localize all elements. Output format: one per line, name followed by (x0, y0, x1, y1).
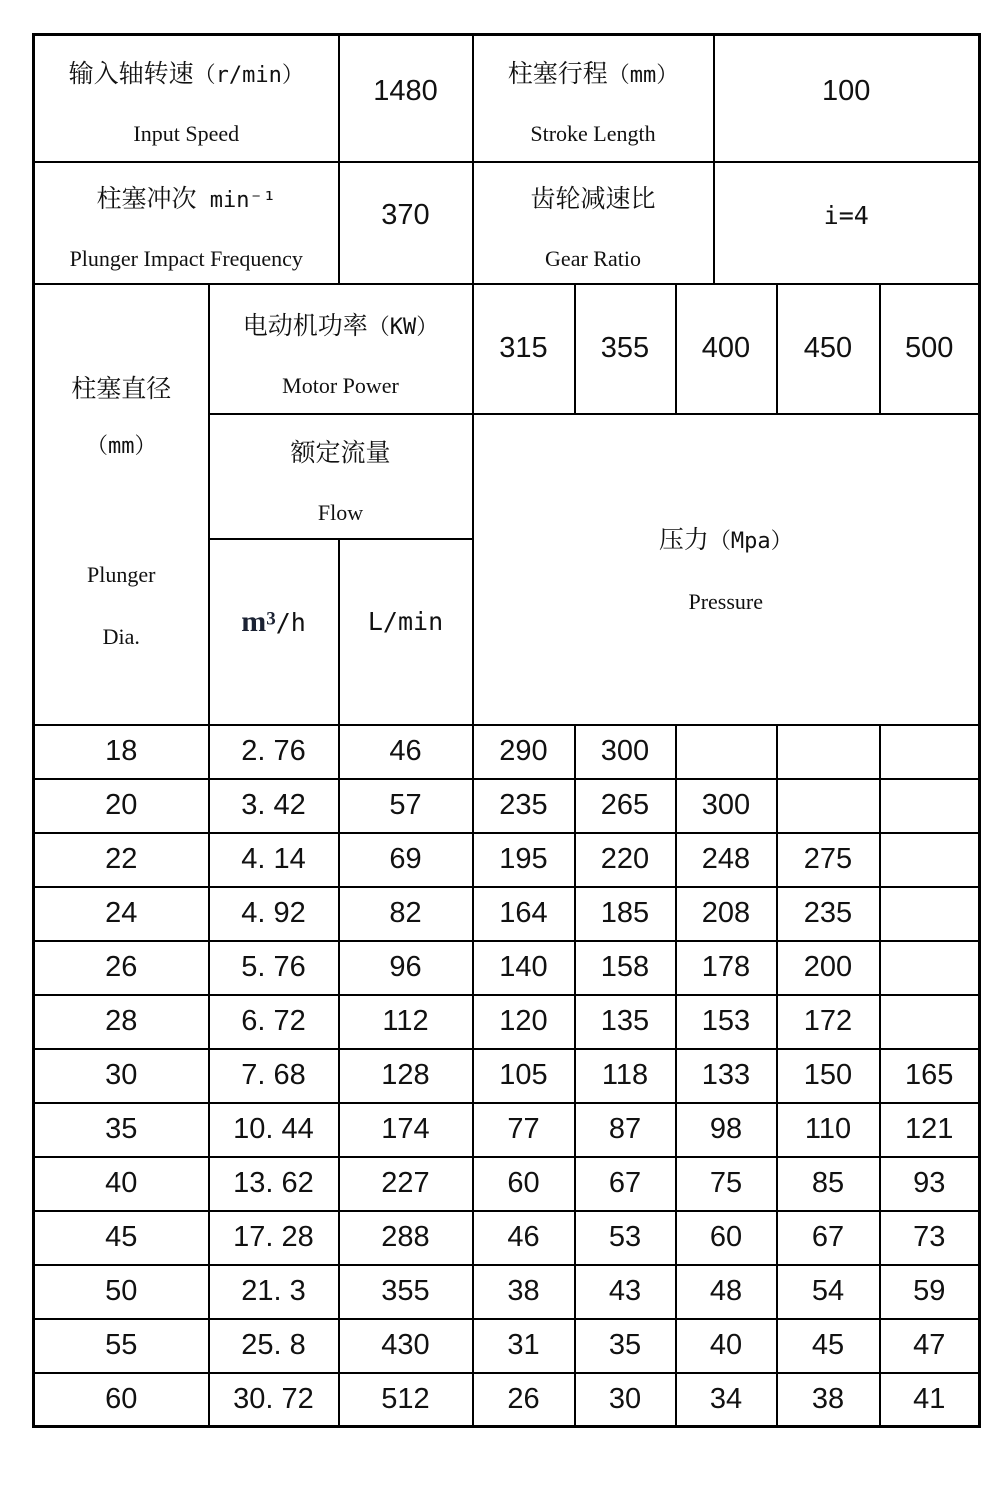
table-row (34, 1157, 980, 1211)
flow-m3h-cell: 5. 76 (209, 941, 339, 995)
table-row (34, 1265, 980, 1319)
flow-lmin-cell: 174 (339, 1103, 473, 1157)
input-speed-label-en: Input Speed (133, 121, 240, 147)
motor-power-label-cell (209, 284, 473, 414)
pressure-cell (676, 725, 777, 779)
pressure-label-zh (659, 523, 793, 557)
flow-label-cell (209, 414, 473, 539)
pressure-cell: 165 (880, 1049, 980, 1103)
pressure-cell: 77 (473, 1103, 575, 1157)
plunger-dia-cell: 20 (34, 779, 209, 833)
flow-m3h-cell: 13. 62 (209, 1157, 339, 1211)
m3h-unit (210, 605, 338, 659)
table-row (34, 162, 980, 284)
pressure-cell (777, 725, 880, 779)
stroke-length-unit-text: （mm） (607, 63, 679, 89)
pressure-cell: 48 (676, 1265, 777, 1319)
input-speed-value: 1480 (373, 74, 438, 107)
pressure-cell (880, 887, 980, 941)
impact-frequency-label-en: Plunger Impact Frequency (69, 245, 303, 271)
stroke-length-value: 100 (822, 74, 871, 107)
table-row (34, 35, 980, 162)
pressure-cell (880, 725, 980, 779)
flow-m3h-cell: 21. 3 (209, 1265, 339, 1319)
pressure-cell: 208 (676, 887, 777, 941)
plunger-dia-unit-text: （mm） (86, 434, 157, 459)
pressure-cell: 178 (676, 941, 777, 995)
power-col-header (575, 284, 676, 414)
plunger-dia-cell: 40 (34, 1157, 209, 1211)
flow-m3h-cell: 4. 14 (209, 833, 339, 887)
flow-m3h-cell: 30. 72 (209, 1373, 339, 1427)
flow-m3h-cell: 7. 68 (209, 1049, 339, 1103)
pressure-cell: 153 (676, 995, 777, 1049)
stroke-length-value-cell (714, 35, 980, 162)
pressure-cell: 59 (880, 1265, 980, 1319)
m3h-tail-text: /h (275, 607, 306, 637)
flow-label-zh: 额定流量 (290, 439, 391, 467)
pressure-cell: 38 (777, 1373, 880, 1427)
pressure-cell: 75 (676, 1157, 777, 1211)
impact-frequency-label-cell (34, 162, 339, 284)
pressure-cell: 87 (575, 1103, 676, 1157)
pressure-cell: 67 (777, 1211, 880, 1265)
pressure-cell: 60 (473, 1157, 575, 1211)
power-col-header (473, 284, 575, 414)
pressure-zh-text: 压力 (658, 526, 709, 554)
spec-table (32, 33, 981, 1428)
pressure-cell: 54 (777, 1265, 880, 1319)
input-speed-zh-text: 输入轴转速 (68, 60, 194, 89)
stroke-length-zh-text: 柱塞行程 (507, 60, 608, 89)
pressure-cell: 31 (473, 1319, 575, 1373)
stroke-length-label-cell (473, 35, 714, 162)
lmin-unit: L/min (367, 607, 444, 636)
table-row (34, 887, 980, 941)
pressure-cell: 41 (880, 1373, 980, 1427)
pressure-cell: 164 (473, 887, 575, 941)
plunger-dia-cell: 55 (34, 1319, 209, 1373)
power-400: 400 (701, 332, 751, 364)
flow-label-en: Flow (317, 500, 364, 525)
pump-spec-table (32, 33, 981, 1428)
pressure-cell: 34 (676, 1373, 777, 1427)
pressure-cell: 67 (575, 1157, 676, 1211)
motor-power-zh-text: 电动机功率 (242, 311, 368, 340)
flow-lmin-cell: 355 (339, 1265, 473, 1319)
flow-unit-m3h-cell (209, 539, 339, 725)
flow-lmin-cell: 96 (339, 941, 473, 995)
flow-lmin-cell: 128 (339, 1049, 473, 1103)
pressure-cell: 135 (575, 995, 676, 1049)
gear-ratio-label-zh (530, 182, 655, 216)
flow-unit-lmin-cell (339, 539, 473, 725)
table-row (34, 779, 980, 833)
pressure-cell: 60 (676, 1211, 777, 1265)
flow-lmin-cell: 46 (339, 725, 473, 779)
plunger-dia-label-en2: Dia. (102, 624, 140, 649)
plunger-dia-header-cell (34, 284, 209, 725)
pressure-cell: 110 (777, 1103, 880, 1157)
power-500: 500 (905, 332, 954, 364)
table-row (34, 941, 980, 995)
pressure-cell: 235 (473, 779, 575, 833)
plunger-dia-cell: 45 (34, 1211, 209, 1265)
pressure-cell: 158 (575, 941, 676, 995)
flow-m3h-cell: 2. 76 (209, 725, 339, 779)
input-speed-label-cell (34, 35, 339, 162)
table-row (34, 1103, 980, 1157)
power-col-header (777, 284, 880, 414)
pressure-cell: 98 (676, 1103, 777, 1157)
pressure-cell: 120 (473, 995, 575, 1049)
plunger-dia-label-zh: 柱塞直径 (71, 375, 172, 403)
pressure-cell (880, 995, 980, 1049)
pressure-cell (880, 941, 980, 995)
flow-m3h-cell: 25. 8 (209, 1319, 339, 1373)
power-col-header (676, 284, 777, 414)
pressure-cell: 53 (575, 1211, 676, 1265)
table-row (34, 1319, 980, 1373)
pressure-cell: 140 (473, 941, 575, 995)
pressure-cell: 40 (676, 1319, 777, 1373)
pressure-cell: 46 (473, 1211, 575, 1265)
table-row (34, 1049, 980, 1103)
pressure-cell: 47 (880, 1319, 980, 1373)
impact-frequency-value-cell (339, 162, 473, 284)
flow-lmin-cell: 512 (339, 1373, 473, 1427)
pressure-label-en: Pressure (688, 589, 764, 614)
pressure-cell: 93 (880, 1157, 980, 1211)
m3h-base-text: m (241, 604, 267, 638)
pressure-header-cell (473, 414, 980, 725)
plunger-dia-cell: 28 (34, 995, 209, 1049)
pressure-cell: 290 (473, 725, 575, 779)
pressure-cell: 150 (777, 1049, 880, 1103)
gear-ratio-label-cell (473, 162, 714, 284)
pressure-cell: 30 (575, 1373, 676, 1427)
table-row (34, 284, 980, 414)
plunger-dia-cell: 60 (34, 1373, 209, 1427)
stroke-length-label-zh (508, 57, 679, 91)
impact-frequency-value: 370 (381, 199, 430, 231)
flow-m3h-cell: 6. 72 (209, 995, 339, 1049)
gear-ratio-value-cell (714, 162, 980, 284)
pressure-cell: 43 (575, 1265, 676, 1319)
gear-ratio-value: i=4 (823, 201, 869, 230)
table-row (34, 1211, 980, 1265)
pressure-cell: 200 (777, 941, 880, 995)
pressure-cell (880, 779, 980, 833)
table-row (34, 725, 980, 779)
flow-lmin-cell: 112 (339, 995, 473, 1049)
pressure-cell: 185 (575, 887, 676, 941)
m3h-sup-text: 3 (266, 608, 276, 630)
flow-lmin-cell: 227 (339, 1157, 473, 1211)
pressure-cell: 300 (575, 725, 676, 779)
plunger-dia-cell: 30 (34, 1049, 209, 1103)
pressure-cell: 26 (473, 1373, 575, 1427)
input-speed-value-cell (339, 35, 473, 162)
impact-frequency-zh-text: 柱塞冲次 (96, 184, 197, 213)
flow-lmin-cell: 69 (339, 833, 473, 887)
motor-power-unit-text: （KW） (367, 314, 439, 340)
table-row (34, 995, 980, 1049)
power-355: 355 (600, 332, 650, 364)
power-315: 315 (499, 332, 548, 364)
plunger-dia-label-en1: Plunger (87, 562, 156, 587)
motor-power-label-zh (243, 309, 439, 343)
plunger-dia-cell: 18 (34, 725, 209, 779)
stroke-length-label-en: Stroke Length (530, 121, 656, 147)
pressure-cell: 248 (676, 833, 777, 887)
gear-ratio-zh-text: 齿轮减速比 (530, 184, 656, 213)
pressure-cell: 121 (880, 1103, 980, 1157)
flow-m3h-cell: 10. 44 (209, 1103, 339, 1157)
pressure-cell: 172 (777, 995, 880, 1049)
flow-lmin-cell: 82 (339, 887, 473, 941)
flow-m3h-cell: 4. 92 (209, 887, 339, 941)
plunger-dia-cell: 22 (34, 833, 209, 887)
pressure-cell: 85 (777, 1157, 880, 1211)
flow-m3h-cell: 3. 42 (209, 779, 339, 833)
pressure-cell: 195 (473, 833, 575, 887)
pressure-cell: 118 (575, 1049, 676, 1103)
pressure-cell: 133 (676, 1049, 777, 1103)
pressure-cell: 105 (473, 1049, 575, 1103)
table-row (34, 833, 980, 887)
flow-lmin-cell: 57 (339, 779, 473, 833)
plunger-dia-cell: 26 (34, 941, 209, 995)
power-450: 450 (803, 332, 853, 364)
impact-frequency-label-zh (97, 182, 277, 216)
pressure-cell: 220 (575, 833, 676, 887)
plunger-dia-cell: 35 (34, 1103, 209, 1157)
gear-ratio-label-en: Gear Ratio (545, 245, 641, 271)
flow-m3h-cell: 17. 28 (209, 1211, 339, 1265)
pressure-cell: 38 (473, 1265, 575, 1319)
plunger-dia-cell: 50 (34, 1265, 209, 1319)
input-speed-label-zh (69, 57, 304, 91)
flow-lmin-cell: 430 (339, 1319, 473, 1373)
pressure-cell: 35 (575, 1319, 676, 1373)
pressure-cell: 265 (575, 779, 676, 833)
plunger-dia-cell: 24 (34, 887, 209, 941)
motor-power-label-en: Motor Power (282, 372, 399, 398)
pressure-cell: 45 (777, 1319, 880, 1373)
pressure-cell: 235 (777, 887, 880, 941)
pressure-cell (880, 833, 980, 887)
pressure-cell (777, 779, 880, 833)
pressure-cell: 275 (777, 833, 880, 887)
pressure-unit-text: （Mpa） (708, 529, 793, 554)
power-col-header (880, 284, 980, 414)
pressure-cell: 73 (880, 1211, 980, 1265)
input-speed-unit-text: （r/min） (193, 63, 304, 89)
impact-frequency-unit-text: min⁻¹ (196, 187, 276, 213)
flow-lmin-cell: 288 (339, 1211, 473, 1265)
pressure-cell: 300 (676, 779, 777, 833)
table-row (34, 1373, 980, 1427)
